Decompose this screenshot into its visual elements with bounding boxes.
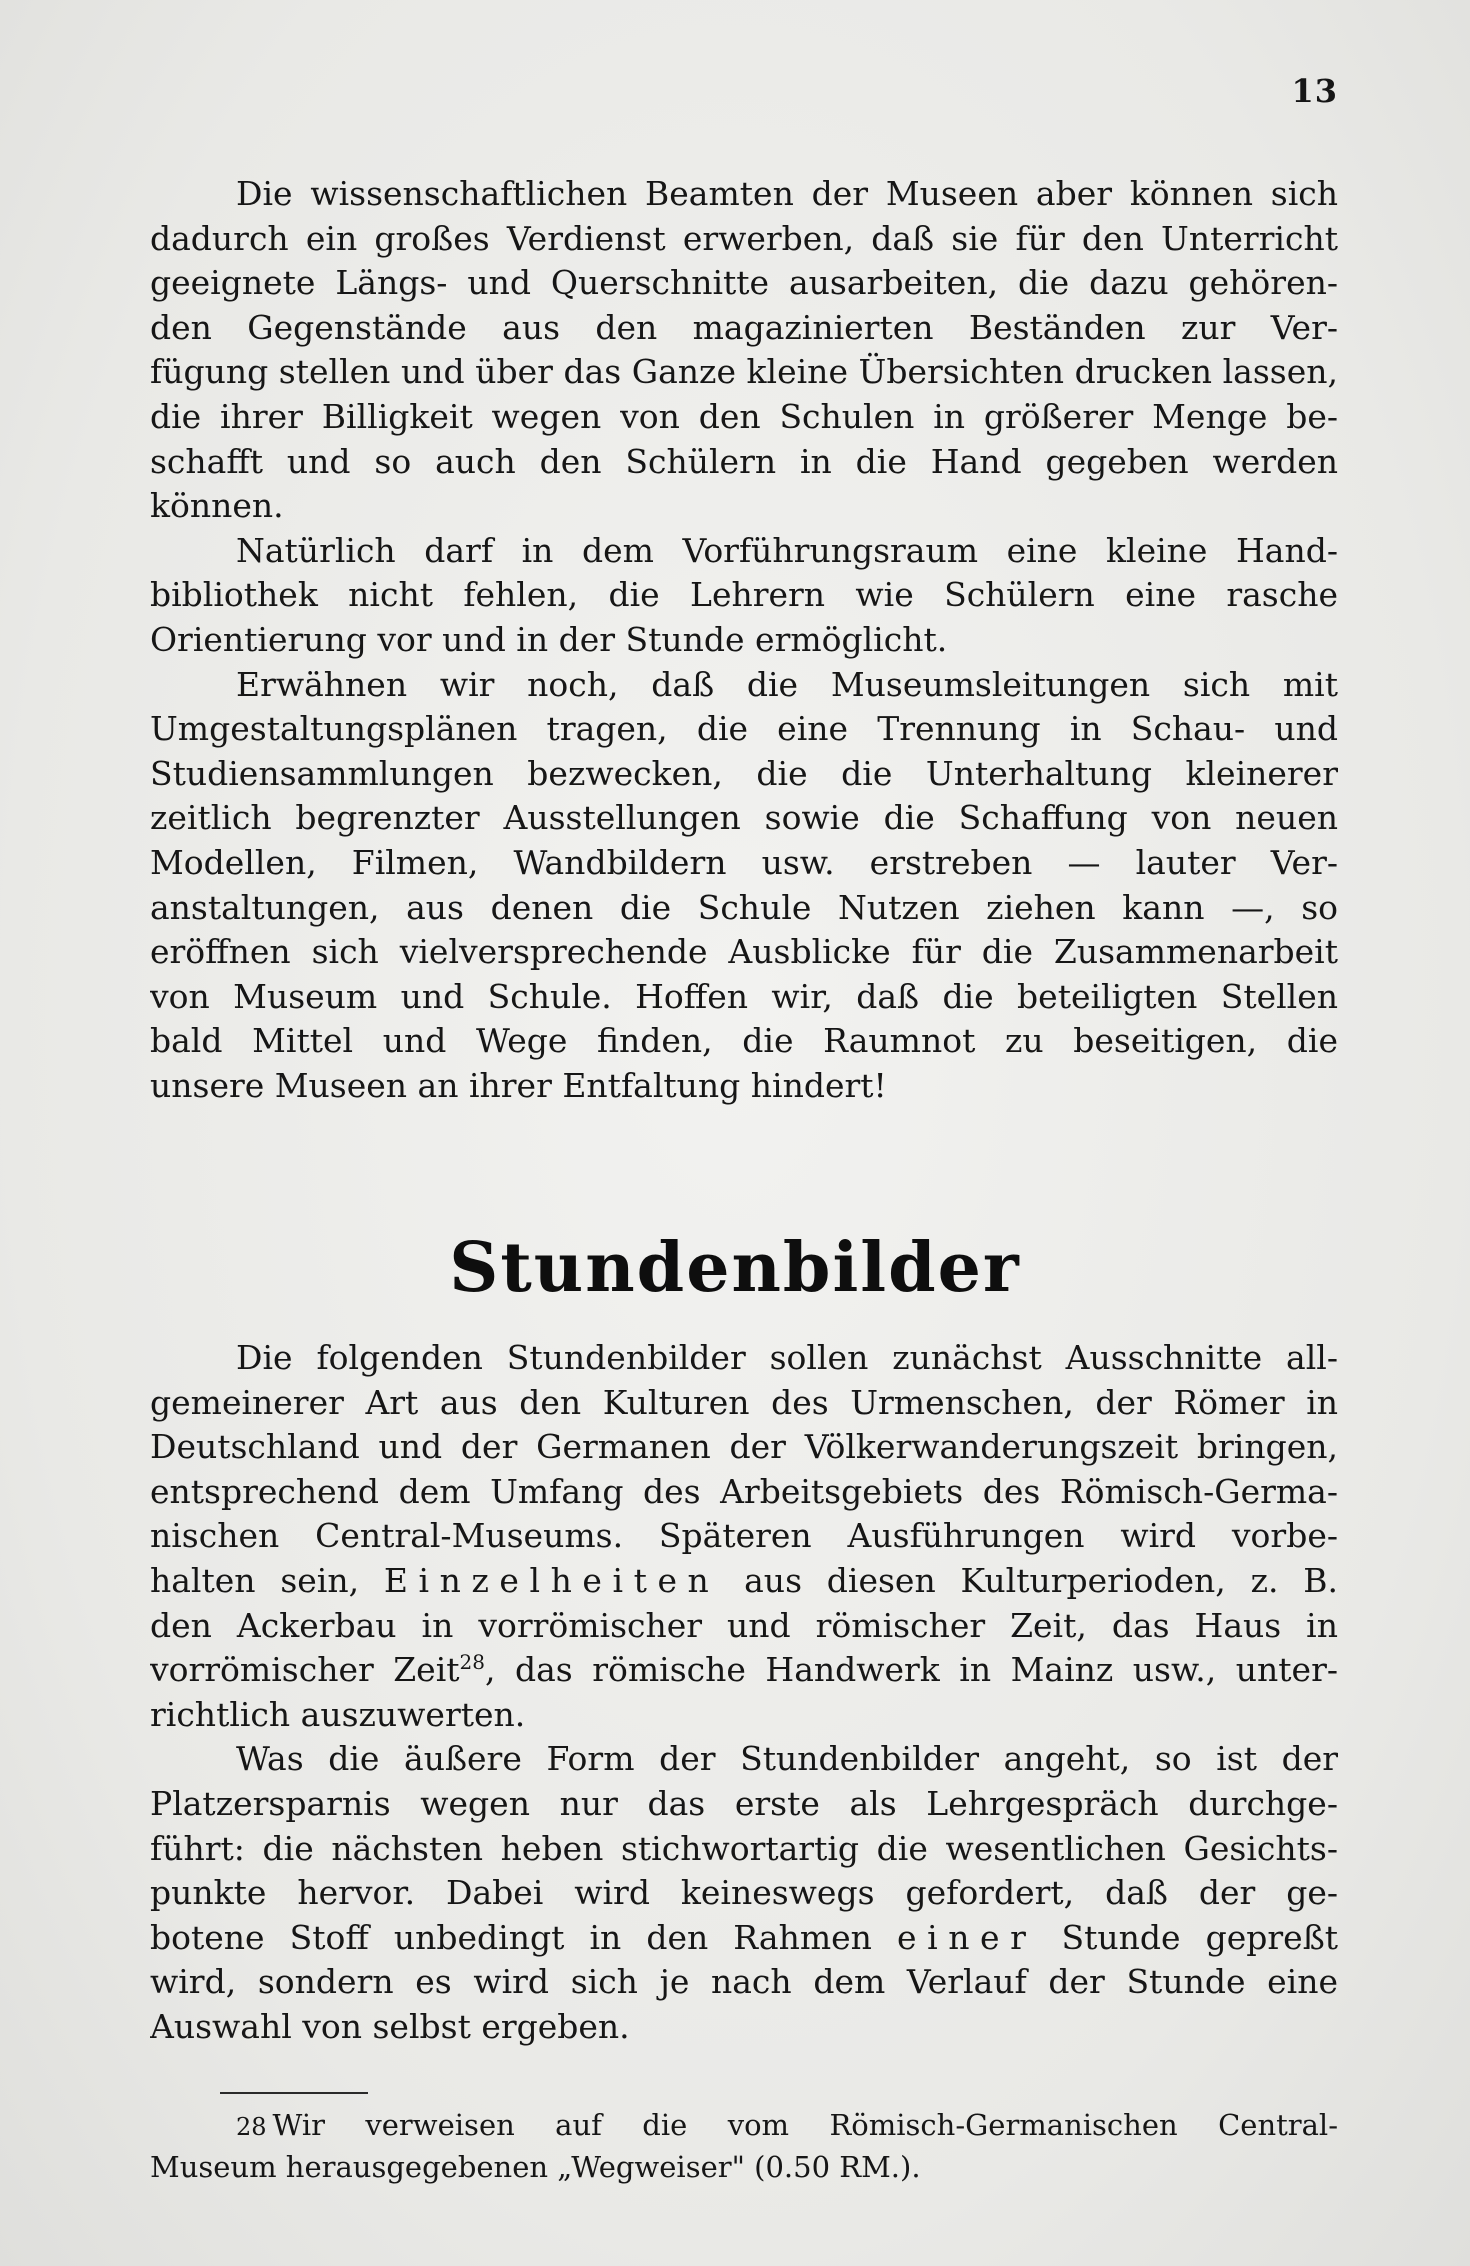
text-line: bibliothek nicht fehlen, die Lehrern wie Schülern eine rasche [150,575,1338,615]
text-line: die ihrer Billigkeit wegen von den Schulen in größerer Menge be- [150,396,1338,436]
footnote-line: Museum herausgegebenen „Wegweiser" (0.50 RM.). [150,2150,921,2184]
text-fragment: botene Stoff unbedingt in den Rahmen [150,1917,897,1957]
text-fragment: Stunde gepreßt [1036,1917,1338,1957]
text-fragment: , das römische Handwerk in Mainz usw., unter- [484,1650,1338,1690]
stundenbilder-text-block [150,1336,1338,2050]
footnote-reference: 28 [459,1650,485,1675]
text-fragment: vorrömischer Zeit [150,1650,460,1690]
text-line: geeignete Längs- und Querschnitte ausarbeiten, die dazu gehören- [150,263,1338,303]
text-fragment: aus diesen Kulturperioden, z. B. [719,1560,1338,1600]
text-line: den Gegenstände aus den magazinierten Beständen zur Ver- [150,307,1338,347]
text-line: entsprechend dem Umfang des Arbeitsgebiets des Römisch-Germa- [150,1471,1338,1511]
text-line: unsere Museen an ihrer Entfaltung hindert! [150,1065,887,1105]
text-line: Platzersparnis wegen nur das erste als Lehrgespräch durchge- [150,1783,1338,1823]
paragraph-museum-plans [150,663,1338,1109]
footnote-divider [220,2092,368,2094]
intro-text-block [150,172,1338,1108]
paragraph-stundenbilder-intro [150,1336,1338,1737]
text-line: Natürlich darf in dem Vorführungsraum eine kleine Hand- [236,530,1338,570]
text-line: Die folgenden Stundenbilder sollen zunächst Ausschnitte all- [236,1338,1338,1377]
page-number: 13 [1291,72,1338,110]
text-fragment: Wir verweisen auf die vom Römisch-Germanischen Central- [272,2108,1338,2142]
text-line: von Museum und Schule. Hoffen wir, daß die beteiligten Stellen [150,976,1338,1016]
text-line: anstaltungen, aus denen die Schule Nutzen ziehen kann —, so [150,887,1338,927]
text-line: Deutschland und der Germanen der Völkerwanderungszeit bringen, [150,1427,1338,1467]
text-line: richtlich auszuwerten. [150,1694,526,1734]
text-line: zeitlich begrenzter Ausstellungen sowie die Schaffung von neuen [150,798,1338,838]
paragraph-museum-staff [150,172,1338,529]
paragraph-form [150,1737,1338,2049]
footnote-line [150,2104,1338,2146]
text-line [150,1916,1338,1961]
section-heading: Stundenbilder [449,1228,1021,1308]
paragraph-library [150,529,1338,663]
text-line: gemeinerer Art aus den Kulturen des Urmenschen, der Römer in [150,1382,1338,1422]
text-line: Umgestaltungsplänen tragen, die eine Trennung in Schau- und [150,709,1338,749]
text-line [150,1559,1338,1604]
text-line: punkte hervor. Dabei wird keineswegs gefordert, daß der ge- [150,1873,1338,1913]
footnote-number: 28 [236,2113,267,2141]
emphasized-word: einer [896,1917,1037,1957]
text-line: Auswahl von selbst ergeben. [150,2006,630,2046]
text-line: Erwähnen wir noch, daß die Museumsleitungen sich mit [236,664,1338,704]
text-line: eröffnen sich vielversprechende Ausblicke für die Zusammenarbeit [150,932,1338,972]
text-line: den Ackerbau in vorrömischer und römischer Zeit, das Haus in [150,1605,1338,1645]
text-line [150,1648,1338,1693]
text-line: Die wissenschaftlichen Beamten der Museen aber können sich [236,174,1338,213]
text-line: können. [150,486,284,526]
footnote [150,2104,1338,2188]
text-line: fügung stellen und über das Ganze kleine Übersichten drucken lassen, [150,352,1338,392]
text-line: bald Mittel und Wege finden, die Raumnot zu beseitigen, die [150,1021,1338,1061]
text-line: Studiensammlungen bezwecken, die die Unterhaltung kleinerer [150,753,1338,793]
text-line: wird, sondern es wird sich je nach dem Verlauf der Stunde eine [150,1962,1338,2002]
text-line: schafft und so auch den Schülern in die Hand gegeben werden [150,441,1338,481]
text-line: Modellen, Filmen, Wandbildern usw. erstreben — lauter Ver- [150,842,1338,882]
text-line: Orientierung vor und in der Stunde ermöglicht. [150,619,948,659]
text-line: dadurch ein großes Verdienst erwerben, daß sie für den Unterricht [150,218,1338,258]
text-line: führt: die nächsten heben stichwortartig die wesentlichen Gesichts- [150,1828,1338,1868]
text-line: nischen Central-Museums. Späteren Ausführungen wird vorbe- [150,1516,1338,1556]
emphasized-word: Einzelheiten [383,1560,720,1600]
text-fragment: halten sein, [150,1560,384,1600]
text-line: Was die äußere Form der Stundenbilder angeht, so ist der [236,1739,1338,1779]
